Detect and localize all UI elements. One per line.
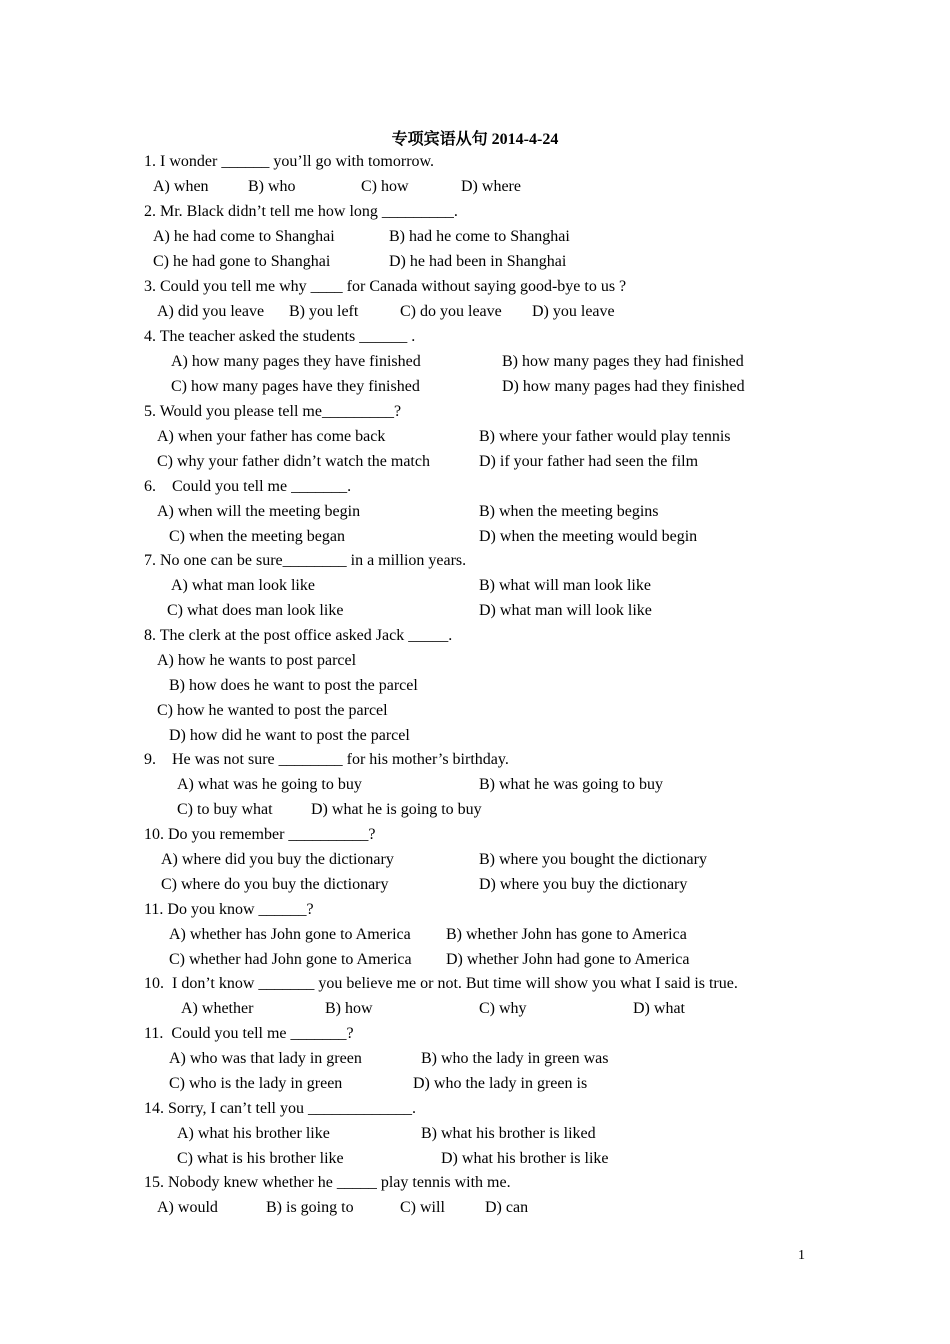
option: C) when the meeting began (169, 528, 345, 545)
option: B) how does he want to post the parcel (169, 677, 418, 694)
option: D) how did he want to post the parcel (169, 727, 410, 744)
option: C) to buy what (177, 801, 273, 818)
option: C) how many pages have they finished (171, 378, 420, 395)
option: A) how he wants to post parcel (157, 652, 357, 669)
option: D) what man will look like (479, 602, 652, 619)
option: C) what does man look like (167, 602, 344, 619)
question-stem: 4. The teacher asked the students ______ . (144, 328, 416, 345)
question-stem: 11. Do you know ______? (144, 901, 314, 918)
option: A) he had come to Shanghai (153, 228, 335, 245)
option: B) what he was going to buy (479, 776, 663, 793)
option: D) you leave (532, 303, 615, 320)
option: C) why your father didn’t watch the match (157, 453, 430, 470)
question-stem: 11. Could you tell me _______? (144, 1025, 354, 1042)
question-stem: 3. Could you tell me why ____ for Canada without saying good-bye to us ? (144, 278, 627, 295)
option: B) is going to (266, 1199, 354, 1216)
option: D) where you buy the dictionary (479, 876, 688, 893)
page-number: 1 (798, 1248, 805, 1263)
option: C) how he wanted to post the parcel (157, 702, 388, 719)
option: A) whether has John gone to America (169, 926, 411, 943)
question-stem: 9. He was not sure ________ for his mother’s birthday. (144, 751, 509, 768)
option: D) he had been in Shanghai (389, 253, 567, 270)
option: B) where you bought the dictionary (479, 851, 707, 868)
question-stem: 1. I wonder ______ you’ll go with tomorrow. (144, 153, 435, 170)
option: B) who the lady in green was (421, 1050, 609, 1067)
option: B) who (248, 178, 296, 195)
question-stem: 2. Mr. Black didn’t tell me how long _________. (144, 203, 458, 220)
question-stem: 6. Could you tell me _______. (144, 478, 352, 495)
option: A) what his brother like (177, 1125, 330, 1142)
option: A) how many pages they have finished (171, 353, 421, 370)
option: A) when your father has come back (157, 428, 386, 445)
option: B) you left (289, 303, 359, 320)
option: C) how (361, 178, 409, 195)
question-stem: 10. I don’t know _______ you believe me or not. But time will show you what I said is true. (144, 975, 738, 992)
option: A) who was that lady in green (169, 1050, 362, 1067)
option: D) what his brother is like (441, 1150, 609, 1167)
option: D) when the meeting would begin (479, 528, 698, 545)
option: B) when the meeting begins (479, 503, 659, 520)
option: D) how many pages had they finished (502, 378, 745, 395)
option: D) where (461, 178, 521, 195)
option: B) how many pages they had finished (502, 353, 744, 370)
option: D) what he is going to buy (311, 801, 482, 818)
option: A) when (153, 178, 209, 195)
option: D) who the lady in green is (413, 1075, 588, 1092)
option: C) whether had John gone to America (169, 951, 412, 968)
option: B) how (325, 1000, 373, 1017)
question-stem: 14. Sorry, I can’t tell you _____________. (144, 1100, 416, 1117)
option: B) where your father would play tennis (479, 428, 731, 445)
option: A) what was he going to buy (177, 776, 362, 793)
page-title: 专项宾语从句 2014-4-24 (391, 131, 559, 148)
option: C) where do you buy the dictionary (161, 876, 389, 893)
option: D) if your father had seen the film (479, 453, 699, 470)
question-stem: 7. No one can be sure________ in a million years. (144, 552, 467, 569)
option: A) what man look like (171, 577, 315, 594)
option: A) when will the meeting begin (157, 503, 361, 520)
question-stem: 8. The clerk at the post office asked Jack _____. (144, 627, 453, 644)
option: A) whether (181, 1000, 254, 1017)
option: A) where did you buy the dictionary (161, 851, 394, 868)
option: B) whether John has gone to America (446, 926, 687, 943)
option: D) what (633, 1000, 685, 1017)
option: C) what is his brother like (177, 1150, 344, 1167)
option: B) what will man look like (479, 577, 651, 594)
option: A) did you leave (157, 303, 265, 320)
question-stem: 10. Do you remember __________? (144, 826, 376, 843)
option: C) will (400, 1199, 445, 1216)
option: B) had he come to Shanghai (389, 228, 570, 245)
option: C) do you leave (400, 303, 502, 320)
option: A) would (157, 1199, 218, 1216)
option: C) why (479, 1000, 527, 1017)
question-stem: 5. Would you please tell me_________? (144, 403, 402, 420)
question-stem: 15. Nobody knew whether he _____ play tennis with me. (144, 1174, 511, 1191)
option: D) whether John had gone to America (446, 951, 690, 968)
option: C) who is the lady in green (169, 1075, 343, 1092)
option: B) what his brother is liked (421, 1125, 596, 1142)
option: D) can (485, 1199, 529, 1216)
option: C) he had gone to Shanghai (153, 253, 331, 270)
